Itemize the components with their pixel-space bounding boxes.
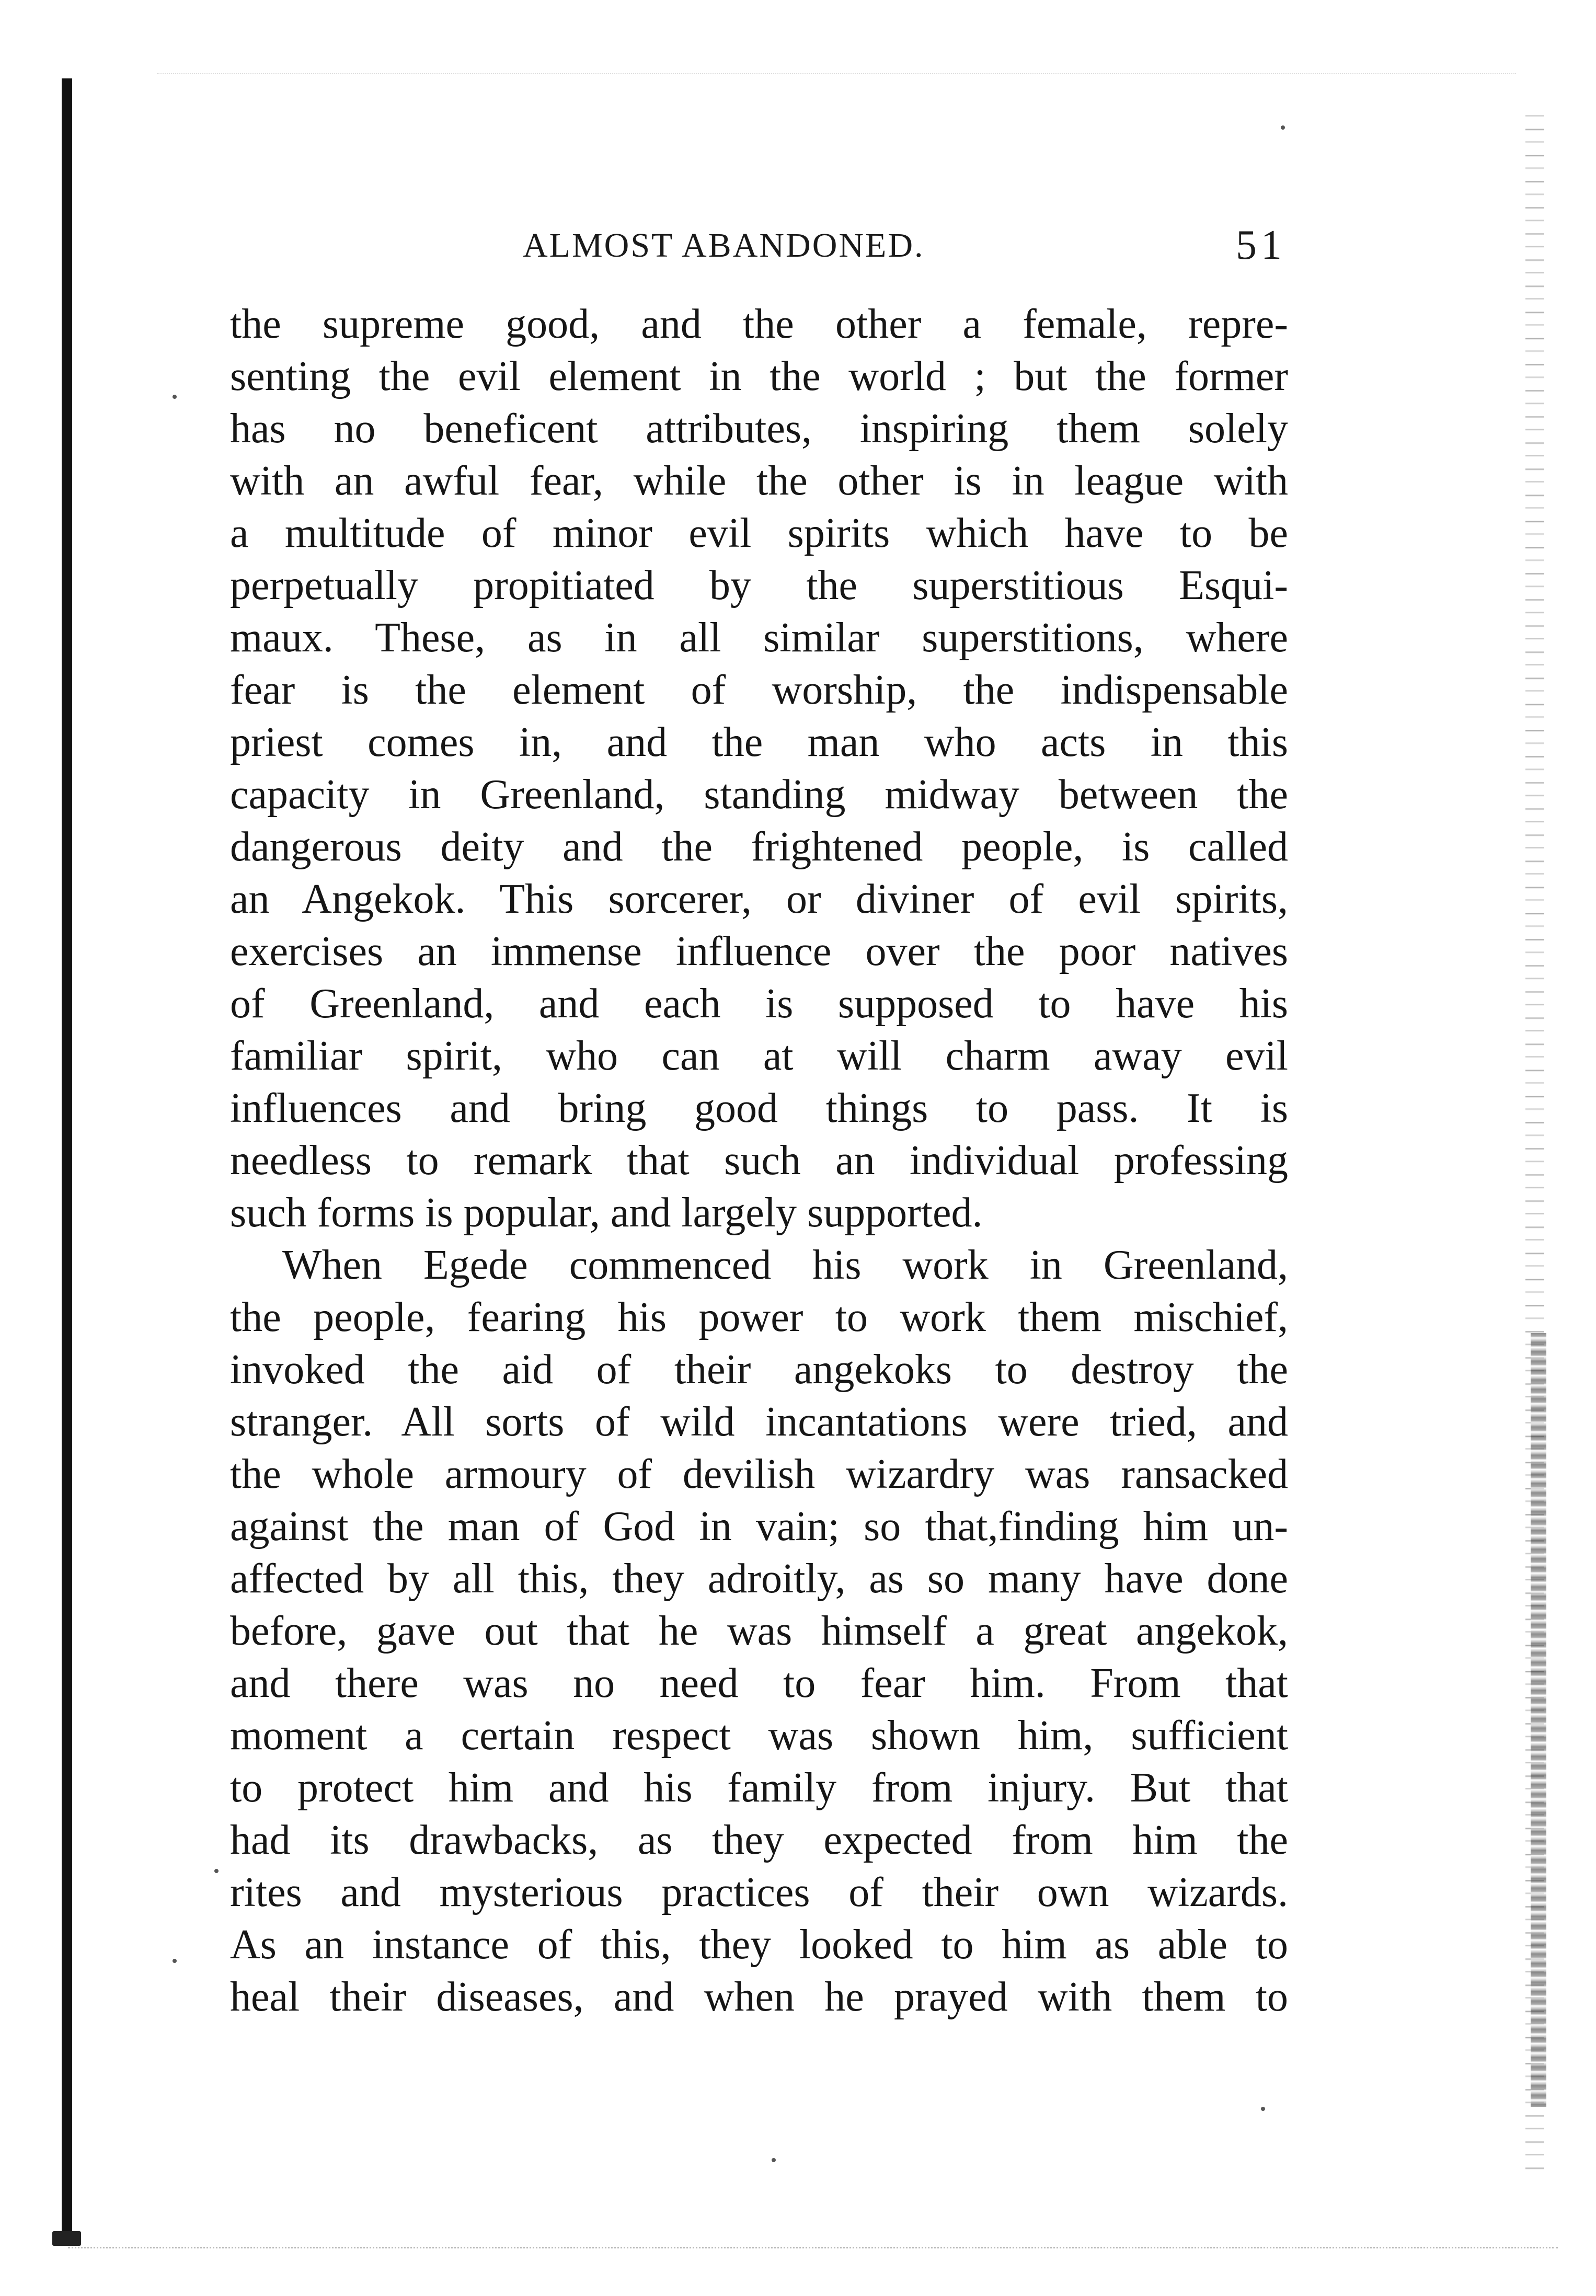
scan-speck xyxy=(772,2158,776,2162)
text-line: invoked the aid of their angekoks to destroy the xyxy=(230,1347,1288,1393)
text-line: maux. These, as in all similar superstitions, where xyxy=(230,615,1288,661)
text-line: fear is the element of worship, the indispensable xyxy=(230,667,1288,713)
text-line: of Greenland, and each is supposed to have his xyxy=(230,981,1288,1027)
text-line: had its drawbacks, as they expected from him the xyxy=(230,1817,1288,1863)
paragraph xyxy=(230,1239,1288,2023)
text-line: rites and mysterious practices of their own wizards. xyxy=(230,1869,1288,1915)
binding-shadow xyxy=(62,78,72,2243)
text-line: has no beneficent attributes, inspiring them solely xyxy=(230,406,1288,452)
text-line: affected by all this, they adroitly, as so many have done xyxy=(230,1556,1288,1602)
scan-speck xyxy=(1281,125,1285,130)
text-line: dangerous deity and the frightened people, is called xyxy=(230,824,1288,870)
text-line: priest comes in, and the man who acts in this xyxy=(230,719,1288,765)
body-text xyxy=(230,298,1288,2023)
text-line: senting the evil element in the world ; but the former xyxy=(230,353,1288,399)
text-line: such forms is popular, and largely supported. xyxy=(230,1190,983,1236)
text-line: the whole armoury of devilish wizardry was ransacked xyxy=(230,1451,1288,1497)
text-line: the supreme good, and the other a female, repre- xyxy=(230,301,1288,347)
page-number: 51 xyxy=(1236,222,1286,268)
scan-top-edge xyxy=(157,73,1516,74)
text-line: moment a certain respect was shown him, sufficient xyxy=(230,1713,1288,1759)
text-line: and there was no need to fear him. From that xyxy=(230,1660,1288,1706)
text-line: the people, fearing his power to work them mischief, xyxy=(230,1294,1288,1340)
text-line: capacity in Greenland, standing midway between the xyxy=(230,772,1288,818)
text-line: against the man of God in vain; so that,finding him un- xyxy=(230,1503,1288,1549)
text-line: needless to remark that such an individual professing xyxy=(230,1138,1288,1184)
scan-bottom-edge xyxy=(68,2247,1558,2248)
scan-right-edge-noise xyxy=(1531,1333,1546,2107)
text-line: perpetually propitiated by the superstitious Esqui- xyxy=(230,562,1288,609)
running-title: ALMOST ABANDONED. xyxy=(523,226,925,265)
text-line: to protect him and his family from injury. But that xyxy=(230,1765,1288,1811)
text-line: an Angekok. This sorcerer, or diviner of evil spirits, xyxy=(230,876,1288,922)
text-line: influences and bring good things to pass. It is xyxy=(230,1085,1288,1131)
text-line: with an awful fear, while the other is in league with xyxy=(230,458,1288,504)
text-line: exercises an immense influence over the poor natives xyxy=(230,928,1288,974)
text-line: heal their diseases, and when he prayed with them to xyxy=(230,1974,1288,2020)
text-line: a multitude of minor evil spirits which have to be xyxy=(230,510,1288,556)
scan-speck xyxy=(214,1869,219,1873)
text-line: When Egede commenced his work in Greenland, xyxy=(282,1242,1288,1288)
running-head xyxy=(230,220,1286,272)
text-line: before, gave out that he was himself a great angekok, xyxy=(230,1608,1288,1654)
scan-speck xyxy=(173,1959,177,1963)
paragraph xyxy=(230,298,1288,1239)
text-line: familiar spirit, who can at will charm away evil xyxy=(230,1033,1288,1079)
binding-shadow-foot xyxy=(52,2231,81,2246)
text-line: stranger. All sorts of wild incantations were tried, and xyxy=(230,1399,1288,1445)
scan-speck xyxy=(173,395,177,399)
text-line: As an instance of this, they looked to him as able to xyxy=(230,1922,1288,1968)
scan-speck xyxy=(1261,2107,1265,2111)
